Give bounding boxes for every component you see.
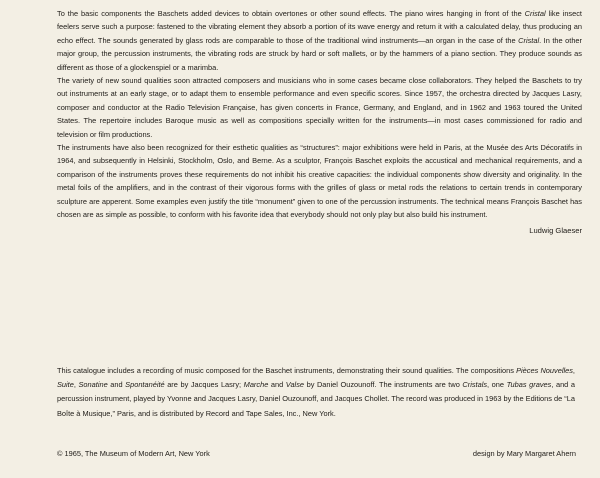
text-run: The instruments have also been recognized for their esthetic qualities as “structures”: major exhibitions were held in Paris, at the Musée des Arts Décoratifs in 1964, and subsequently in Helsinki, Stockholm, Oslo, and Berne. As a sculptor, François Baschet exploits the accustical and mechanical requirements, and a comparison of the instruments proves these requirements do not inhibit his creative capacities: the individual components show diversity and originality. In the metal foils of the amplifiers, and in the contrast of their vigorous forms with the grilles of glass or metal rods the relations to certain trends in contemporary sculpture are apperent. Some examples even justify the title “monument” given to one of the percussion instruments. The technical means François Baschet has chosen are as simple as possible, to conform with his favorite idea that everybody should not only play but also build his instrument. — [57, 143, 582, 220]
text-run: by Daniel Ouzounoff. The instruments are two — [304, 380, 463, 390]
italic-title: Sonatine — [78, 380, 108, 390]
catalogue-note — [57, 364, 575, 421]
text-run: and — [107, 380, 126, 390]
text-run: , — [572, 366, 575, 375]
italic-title: Pièces Nouvelles — [516, 366, 573, 375]
italic-title: Cristals — [462, 380, 488, 390]
italic-title: Spontanéité — [125, 380, 165, 390]
italic-title: Valse — [285, 380, 305, 390]
text-run: like insect feelers serve such a purpose: fastened to the vibrating element they absorb a portion of its wave energy and return it with a calculated delay, thus producing an echo effect. The sounds generated by glass rods are comparable to those of the traditional wind instruments—an organ in the case of the — [57, 9, 582, 45]
text-run: are by Jacques Lasry; — [164, 380, 244, 390]
copyright-notice: © 1965, The Museum of Modern Art, New York — [57, 449, 210, 458]
text-run: . In the other major group, the percussion instruments, the vibrating rods are struck by hard or soft mallets, or by the hammers of a piano section. They produce sounds as different as those of a glockenspiel or a marimba. — [57, 35, 583, 72]
text-run: and — [268, 380, 286, 390]
text-run: This catalogue includes a recording of music composed for the Baschet instruments, demonstrating their sound qualities. The compositions — [57, 366, 517, 375]
essay-body — [57, 7, 582, 237]
catalogue-paragraph — [57, 364, 575, 421]
design-credit: design by Mary Margaret Ahern — [472, 449, 576, 458]
essay-paragraph-3 — [57, 141, 582, 221]
text-run: To the basic components the Baschets added devices to obtain overtones or other sound effects. The piano wires hanging in front of the — [57, 9, 525, 18]
text-run: The variety of new sound qualities soon attracted composers and musicians who in some cases became close collaborators. They helped the Baschets to try out instruments at an early stage, or to adapt them to ensemble performance and even specific scores. Since 1957, the orchestra directed by Jacques Lasry, composer and conductor at the Radio Television Française, has given concerts in France, Germany, and England, and in 1962 and 1963 toured the United States. The repertoire includes Baroque music as well as compositions specially written for the instruments—in most cases commissioned for radio and television or film productions. — [57, 76, 582, 139]
text-run: , — [73, 380, 79, 390]
essay-paragraph-2 — [57, 74, 582, 141]
italic-title: Cristal — [518, 35, 540, 45]
text-run: , and a percussion instrument, played by Yvonne and Jacques Lasry, Daniel Ouzounoff, and Jacques Chollet. The record was produced in 1963 by the Editions de “La Boîte à Musique,” Paris, and is distributed by Record and Tape Sales, Inc., New York. — [57, 380, 575, 418]
italic-title: Tubas graves — [506, 380, 552, 390]
author-signature: Ludwig Glaeser — [529, 225, 582, 235]
text-run: , one — [487, 380, 507, 390]
italic-title: Marche — [243, 380, 269, 390]
italic-title: Suite — [57, 380, 74, 390]
essay-paragraph-1 — [57, 7, 582, 74]
italic-title: Cristal — [524, 9, 546, 18]
